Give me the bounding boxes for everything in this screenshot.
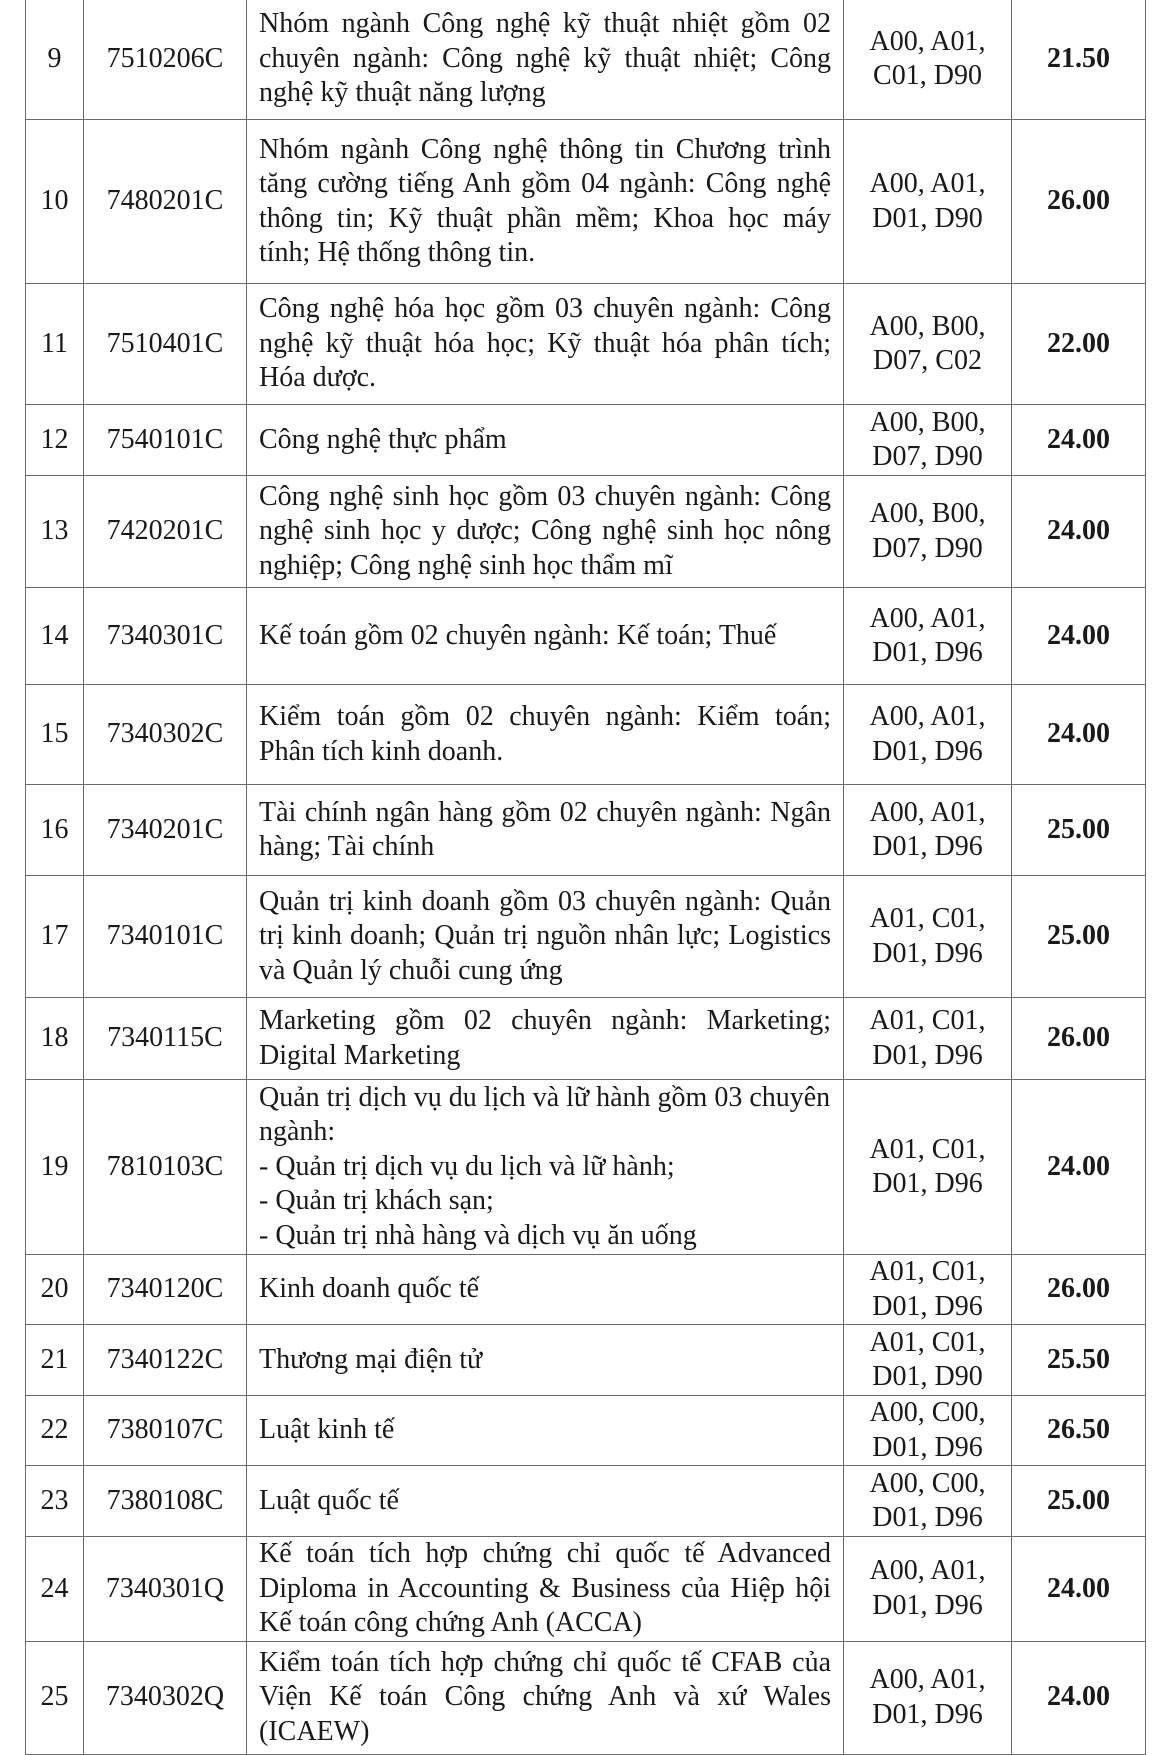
program-name: Marketing gồm 02 chuyên ngành: Marketing; Digital Marketing [247,998,844,1080]
combination-line: C01, D90 [873,60,982,91]
program-name: Luật quốc tế [247,1466,844,1537]
row-index: 21 [26,1325,84,1396]
program-code: 7420201C [84,476,247,588]
row-index: 16 [26,785,84,876]
combination-line: D01, D96 [872,1039,983,1071]
program-code: 7380108C [84,1466,247,1537]
combination-line: A00, A01, [869,168,986,199]
program-code: 7340301Q [84,1537,247,1642]
subject-combinations [844,1466,1012,1537]
admission-score: 25.00 [1012,785,1146,876]
program-code: 7340302C [84,685,247,785]
table-row [26,1080,1146,1255]
table-row [26,785,1146,876]
program-code: 7480201C [84,120,247,284]
program-name: Công nghệ hóa học gồm 03 chuyên ngành: Công nghệ kỹ thuật hóa học; Kỹ thuật hóa phân tích; Hóa dược. [247,284,844,405]
program-name: Kiểm toán gồm 02 chuyên ngành: Kiểm toán; Phân tích kinh doanh. [247,685,844,785]
subject-combinations [844,685,1012,785]
combination-line: A00, A01, [869,1664,986,1695]
admission-score: 26.50 [1012,1396,1146,1466]
row-index: 13 [26,476,84,588]
subject-combinations [844,1641,1012,1754]
combination-line: A01, C01, [869,1005,986,1036]
program-code: 7810103C [84,1080,247,1255]
admission-score: 24.00 [1012,1641,1146,1754]
combination-line: D07, D90 [872,441,983,472]
subject-combinations [844,1396,1012,1466]
combination-line: A00, B00, [869,406,986,438]
row-index: 14 [26,588,84,685]
row-index: 9 [26,0,84,120]
admission-score: 21.50 [1012,0,1146,120]
table-row [26,685,1146,785]
combination-line: D01, D96 [872,1502,983,1533]
program-name: Kinh doanh quốc tế [247,1255,844,1325]
program-code: 7340120C [84,1255,247,1325]
admission-score: 26.00 [1012,1255,1146,1325]
combination-line: A00, B00, [869,310,986,342]
row-index: 23 [26,1466,84,1537]
subject-combinations [844,1255,1012,1325]
program-code: 7340201C [84,785,247,876]
combination-line: D01, D96 [872,1589,983,1621]
table-row [26,405,1146,476]
table-row [26,588,1146,685]
combination-line: D07, D90 [872,532,983,564]
program-name: Nhóm ngành Công nghệ kỹ thuật nhiệt gồm 02 chuyên ngành: Công nghệ kỹ thuật nhiệt; Công nghệ kỹ thuật năng lượng [247,0,844,120]
subject-combinations [844,120,1012,284]
specialization-item: - Quản trị nhà hàng và dịch vụ ăn uống [259,1219,697,1251]
table-row [26,876,1146,998]
row-index: 24 [26,1537,84,1642]
subject-combinations [844,0,1012,120]
table-row [26,284,1146,405]
program-code: 7340101C [84,876,247,998]
combination-line: A00, A01, [869,25,986,57]
combination-line: A00, B00, [869,498,986,529]
program-name: Kế toán tích hợp chứng chỉ quốc tế Advanced Diploma in Accounting & Business của Hiệp hội Kế toán công chứng Anh (ACCA) [247,1537,844,1642]
program-name: Thương mại điện tử [247,1325,844,1396]
specialization-item: - Quản trị khách sạn; [259,1185,494,1217]
combination-line: D01, D96 [872,937,983,969]
subject-combinations [844,476,1012,588]
program-name [247,1080,844,1255]
program-name: Luật kinh tế [247,1396,844,1466]
table-row [26,476,1146,588]
table-row [26,1396,1146,1466]
table-row [26,998,1146,1080]
program-code: 7340115C [84,998,247,1080]
admission-score: 22.00 [1012,284,1146,405]
combination-line: D07, C02 [873,345,982,376]
row-index: 18 [26,998,84,1080]
program-name: Tài chính ngân hàng gồm 02 chuyên ngành: Ngân hàng; Tài chính [247,785,844,876]
program-code: 7510206C [84,0,247,120]
admission-score: 24.00 [1012,588,1146,685]
combination-line: A01, C01, [869,1256,986,1287]
table-row [26,1537,1146,1642]
program-code: 7380107C [84,1396,247,1466]
combination-line: D01, D96 [872,1168,983,1199]
combination-line: A00, A01, [869,602,986,634]
row-index: 15 [26,685,84,785]
combination-line: A00, A01, [869,796,986,828]
program-name: Kế toán gồm 02 chuyên ngành: Kế toán; Thuế [247,588,844,685]
subject-combinations [844,1080,1012,1255]
table-row [26,0,1146,120]
table-row [26,1466,1146,1537]
admission-score: 24.00 [1012,685,1146,785]
combination-line: D01, D96 [872,637,983,668]
admission-score: 24.00 [1012,1080,1146,1255]
row-index: 19 [26,1080,84,1255]
admission-score: 26.00 [1012,120,1146,284]
table-row [26,1641,1146,1754]
subject-combinations [844,1537,1012,1642]
combination-line: A00, A01, [869,701,986,732]
combination-line: A01, C01, [869,1326,986,1358]
program-code: 7340302Q [84,1641,247,1754]
subject-combinations [844,1325,1012,1396]
program-name: Quản trị kinh doanh gồm 03 chuyên ngành: Quản trị kinh doanh; Quản trị nguồn nhân lực; Logistics và Quản lý chuỗi cung ứng [247,876,844,998]
program-code: 7510401C [84,284,247,405]
subject-combinations [844,876,1012,998]
combination-line: D01, D90 [872,1361,983,1392]
specialization-item: - Quản trị dịch vụ du lịch và lữ hành; [259,1150,675,1182]
admission-score: 24.00 [1012,405,1146,476]
program-name: Kiểm toán tích hợp chứng chỉ quốc tế CFAB của Viện Kế toán Công chứng Anh và xứ Wales (ICAEW) [247,1641,844,1754]
combination-line: D01, D96 [872,1290,983,1322]
row-index: 10 [26,120,84,284]
table-row [26,120,1146,284]
combination-line: A01, C01, [869,1133,986,1165]
subject-combinations [844,284,1012,405]
table-row [26,1255,1146,1325]
program-code: 7540101C [84,405,247,476]
program-name: Công nghệ sinh học gồm 03 chuyên ngành: Công nghệ sinh học y dược; Công nghệ sinh học nông nghiệp; Công nghệ sinh học thẩm mĩ [247,476,844,588]
row-index: 20 [26,1255,84,1325]
combination-line: D01, D96 [872,831,983,862]
combination-line: D01, D90 [872,202,983,234]
combination-line: D01, D96 [872,1698,983,1730]
subject-combinations [844,405,1012,476]
row-index: 12 [26,405,84,476]
program-code: 7340301C [84,588,247,685]
row-index: 11 [26,284,84,405]
row-index: 17 [26,876,84,998]
combination-line: A00, C00, [869,1467,986,1499]
combination-line: A00, A01, [869,1555,986,1587]
subject-combinations [844,588,1012,685]
admission-score-table [25,0,1146,1755]
program-name: Nhóm ngành Công nghệ thông tin Chương trình tăng cường tiếng Anh gồm 04 ngành: Công nghệ thông tin; Kỹ thuật phần mềm; Khoa học máy tính; Hệ thống thông tin. [247,120,844,284]
subject-combinations [844,998,1012,1080]
row-index: 25 [26,1641,84,1754]
program-name: Công nghệ thực phẩm [247,405,844,476]
admission-score: 24.00 [1012,1537,1146,1642]
admission-score: 25.50 [1012,1325,1146,1396]
combination-line: A01, C01, [869,903,986,934]
admission-score: 24.00 [1012,476,1146,588]
program-name-heading: Quản trị dịch vụ du lịch và lữ hành gồm 03 chuyên ngành: [259,1081,831,1148]
combination-line: D01, D96 [872,735,983,767]
admission-score: 25.00 [1012,1466,1146,1537]
table-row [26,1325,1146,1396]
combination-line: D01, D96 [872,1431,983,1463]
program-code: 7340122C [84,1325,247,1396]
row-index: 22 [26,1396,84,1466]
admission-score: 25.00 [1012,876,1146,998]
admission-score: 26.00 [1012,998,1146,1080]
combination-line: A00, C00, [869,1397,986,1428]
subject-combinations [844,785,1012,876]
